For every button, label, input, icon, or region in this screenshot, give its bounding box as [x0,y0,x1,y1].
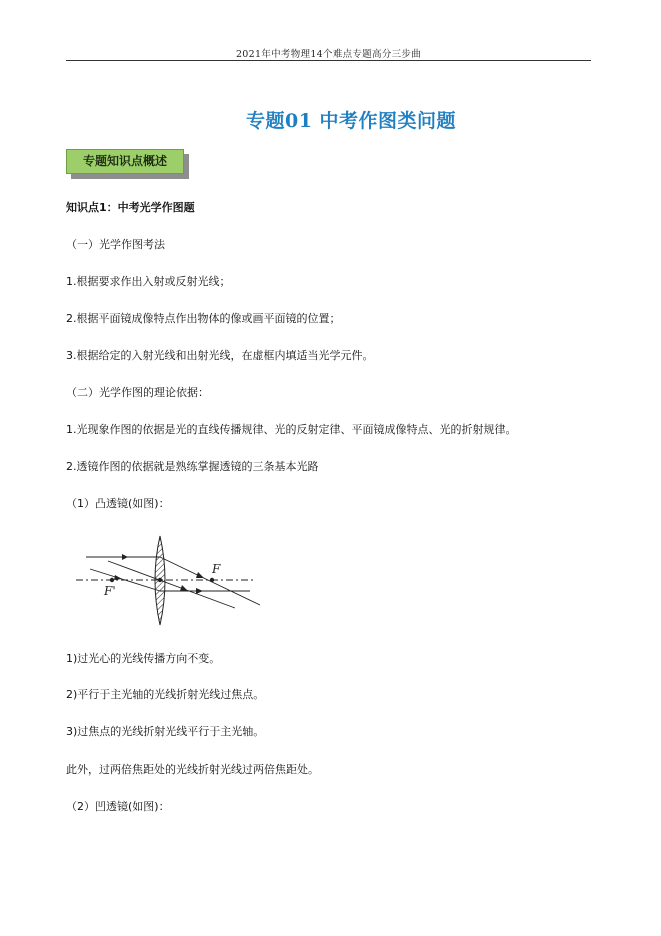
running-header: 2021年中考物理14个难点专题高分三步曲 [235,49,422,60]
paragraph-7: 2.透镜作图的依据就是熟练掌握透镜的三条基本光路 [66,460,319,473]
arrowhead [196,588,203,594]
paragraph-8: （1）凸透镜(如图)： [66,497,170,510]
paragraph-2: 1.根据要求作出入射或反射光线； [66,275,231,288]
focal-point-right [210,578,214,582]
arrowhead [122,554,128,560]
knowledge-point-heading: 知识点1：中考光学作图题 [66,201,195,214]
optical-center [158,578,162,582]
arrowhead [196,572,204,578]
focal-point-left [110,578,114,582]
paragraph-4: 3.根据给定的入射光线和出射光线，在虚框内填适当光学元件。 [66,349,374,362]
section-banner [66,149,192,179]
focus-label-right: F [212,562,221,576]
rule-3: 3)过焦点的光线折射光线平行于主光轴。 [66,725,265,738]
convex-lens-diagram [70,533,270,633]
focus-label-left: F' [104,584,116,598]
rule-5: （2）凹透镜(如图)： [66,800,170,813]
paragraph-6: 1.光现象作图的依据是光的直线传播规律、光的反射定律、平面镜成像特点、光的折射规律。 [66,423,517,436]
arrowhead [114,575,122,580]
paragraph-1: （一）光学作图考法 [66,238,165,251]
ray-parallel-refracted [160,557,260,605]
banner-label: 专题知识点概述 [66,149,184,174]
paragraph-5: （二）光学作图的理论依据： [66,386,209,399]
rule-4: 此外，过两倍焦距处的光线折射光线过两倍焦距处。 [66,763,319,776]
rule-2: 2)平行于主光轴的光线折射光线过焦点。 [66,688,265,701]
arrowhead [180,585,188,591]
document-title: 专题01 中考作图类问题 [246,110,457,132]
rule-1: 1)过光心的光线传播方向不变。 [66,652,221,665]
ray-focus-incident [90,569,160,591]
header-rule [66,60,591,61]
paragraph-3: 2.根据平面镜成像特点作出物体的像或画平面镜的位置； [66,312,341,325]
